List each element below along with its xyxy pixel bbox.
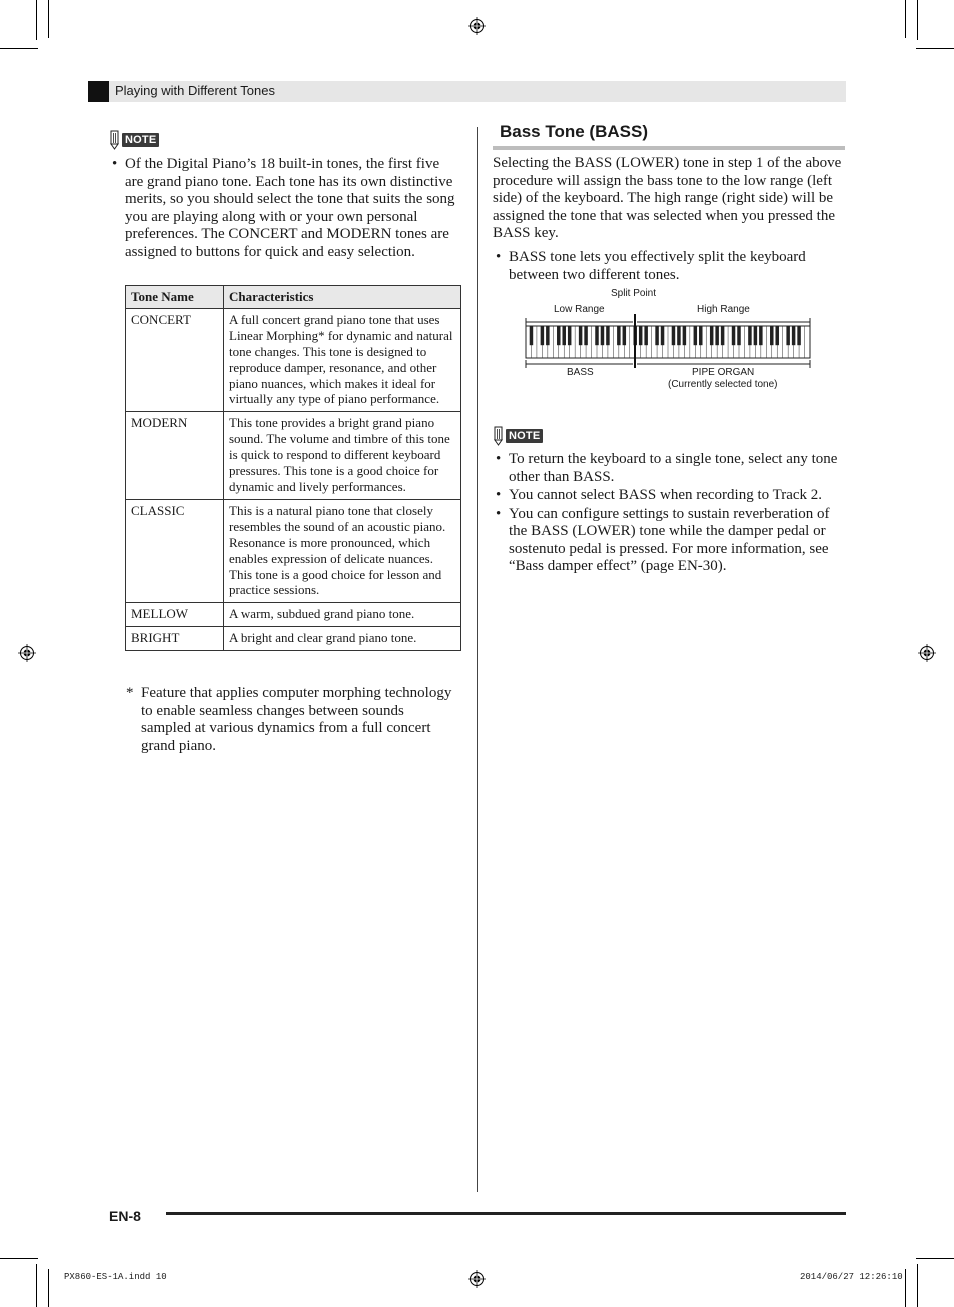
black-key xyxy=(770,326,773,345)
black-key xyxy=(677,326,680,345)
black-key xyxy=(541,326,544,345)
table-row xyxy=(126,627,461,651)
tone-table xyxy=(125,285,461,651)
black-key xyxy=(601,326,604,345)
split-point-label: Split Point xyxy=(611,288,657,299)
crop-mark xyxy=(0,48,38,49)
note-badge xyxy=(493,426,543,446)
tone-name-cell: CLASSIC xyxy=(126,499,224,602)
heading-rule xyxy=(493,146,845,150)
tone-name-cell: CONCERT xyxy=(126,308,224,411)
registration-mark-icon xyxy=(918,644,936,662)
black-key xyxy=(683,326,686,345)
tone-desc-cell: This tone provides a bright grand piano sound. The volume and timbre of this tone is quick to respond to different keyboard pressures. This tone is a good choice for dynamic and lively performances. xyxy=(224,412,461,500)
footnote-mark: * xyxy=(126,685,134,701)
crop-mark xyxy=(916,48,954,49)
black-key xyxy=(748,326,751,345)
tone-desc-cell: A bright and clear grand piano tone. xyxy=(224,627,461,651)
low-range-label: Low Range xyxy=(554,304,605,315)
pencil-icon xyxy=(493,426,504,446)
registration-mark-icon xyxy=(468,1270,486,1288)
list-item: • Of the Digital Piano’s 18 built-in tones, the first five are grand piano tone. Each tone has its own distinctive merits, so you should select the tone that suits the song you are playing along with or your own personal preferences. The CONCERT and MODERN tones are assigned to buttons for quick and easy selection. xyxy=(109,156,459,261)
crop-mark xyxy=(916,1258,954,1259)
tone-name-cell: MELLOW xyxy=(126,603,224,627)
footer-rule xyxy=(166,1212,846,1215)
black-key xyxy=(661,326,664,345)
black-key xyxy=(759,326,762,345)
pencil-icon xyxy=(109,130,120,150)
black-key xyxy=(694,326,697,345)
intro-list xyxy=(109,156,459,262)
table-row xyxy=(126,603,461,627)
black-key xyxy=(775,326,778,345)
note-badge xyxy=(109,130,159,150)
footnote xyxy=(125,685,455,755)
crop-mark xyxy=(36,0,37,40)
crop-mark xyxy=(48,1269,49,1307)
black-key xyxy=(584,326,587,345)
tone-desc-cell: A full concert grand piano tone that uses Linear Morphing* for dynamic and natural tone changes. This tone is designed to reproduce damper, resonance, and other piano nuances, which makes it ideal for virtually any type of piano performance. xyxy=(224,308,461,411)
black-key xyxy=(623,326,626,345)
tone-name-cell: BRIGHT xyxy=(126,627,224,651)
black-key xyxy=(786,326,789,345)
black-key xyxy=(606,326,609,345)
bass-paragraph: Selecting the BASS (LOWER) tone in step 1 of the above procedure will assign the bass tone to the low range (left side) of the keyboard. The high range (right side) will be assigned the tone that was selected when you pressed the BASS key. xyxy=(493,155,842,241)
crop-mark xyxy=(0,1258,38,1259)
registration-mark-icon xyxy=(468,17,486,35)
bass-label: BASS xyxy=(567,367,594,378)
registration-mark-icon xyxy=(18,644,36,662)
header-block xyxy=(88,81,109,102)
black-key xyxy=(699,326,702,345)
crop-mark xyxy=(917,1264,918,1307)
slug-timestamp: 2014/06/27 12:26:10 xyxy=(800,1272,903,1282)
black-key xyxy=(792,326,795,345)
black-key xyxy=(721,326,724,345)
keyboard-split-diagram xyxy=(520,286,820,396)
bass-note-list xyxy=(493,451,845,577)
black-key xyxy=(639,326,642,345)
section-header xyxy=(88,81,846,102)
column-header-tone-name: Tone Name xyxy=(126,286,224,309)
black-key xyxy=(530,326,533,345)
table-row xyxy=(126,499,461,602)
table-row xyxy=(126,412,461,500)
black-key xyxy=(644,326,647,345)
crop-mark xyxy=(36,1264,37,1307)
black-key xyxy=(672,326,675,345)
black-key xyxy=(715,326,718,345)
list-item: • You can configure settings to sustain reverberation of the BASS (LOWER) tone while the damper pedal or sostenuto pedal is pressed. For more information, see “Bass damper effect” (page EN-30). xyxy=(493,506,845,576)
crop-mark xyxy=(917,0,918,40)
crop-mark xyxy=(48,0,49,38)
black-key xyxy=(797,326,800,345)
high-range-label: High Range xyxy=(697,304,750,315)
slug-filename: PX860-ES-1A.indd 10 xyxy=(64,1272,167,1282)
crop-mark xyxy=(905,1269,906,1307)
black-key xyxy=(557,326,560,345)
black-key xyxy=(546,326,549,345)
black-key xyxy=(710,326,713,345)
footnote-text: Feature that applies computer morphing technology to enable seamless changes between sounds sampled at various dynamics from a full concert grand piano. xyxy=(141,685,452,754)
section-heading: Bass Tone (BASS) xyxy=(500,122,648,141)
black-key xyxy=(737,326,740,345)
column-divider xyxy=(477,127,478,1192)
black-key xyxy=(595,326,598,345)
column-header-characteristics: Characteristics xyxy=(224,286,461,309)
black-key xyxy=(617,326,620,345)
bass-list xyxy=(493,249,843,285)
tone-desc-cell: This is a natural piano tone that closely resembles the sound of an acoustic piano. Resonance is more pronounced, which enables expression of delicate nuances. This tone is a good choice for lesson and practice sessions. xyxy=(224,499,461,602)
crop-mark xyxy=(905,0,906,38)
black-key xyxy=(568,326,571,345)
page-number: EN-8 xyxy=(109,1208,141,1224)
list-item: • You cannot select BASS when recording to Track 2. xyxy=(493,487,845,505)
keyboard-icon xyxy=(520,314,816,370)
note-label: NOTE xyxy=(506,429,543,443)
list-item: • To return the keyboard to a single tone, select any tone other than BASS. xyxy=(493,451,845,486)
tone-desc-cell: A warm, subdued grand piano tone. xyxy=(224,603,461,627)
black-key xyxy=(655,326,658,345)
black-key xyxy=(562,326,565,345)
selected-tone-label: (Currently selected tone) xyxy=(668,379,778,390)
tone-name-cell: MODERN xyxy=(126,412,224,500)
section-title: Playing with Different Tones xyxy=(115,83,275,98)
table-row xyxy=(126,308,461,411)
black-key xyxy=(732,326,735,345)
table-header-row xyxy=(126,286,461,309)
list-item: • BASS tone lets you effectively split the keyboard between two different tones. xyxy=(493,249,843,284)
note-label: NOTE xyxy=(122,133,159,147)
pipe-organ-label: PIPE ORGAN xyxy=(692,367,755,378)
black-key xyxy=(754,326,757,345)
black-key xyxy=(579,326,582,345)
